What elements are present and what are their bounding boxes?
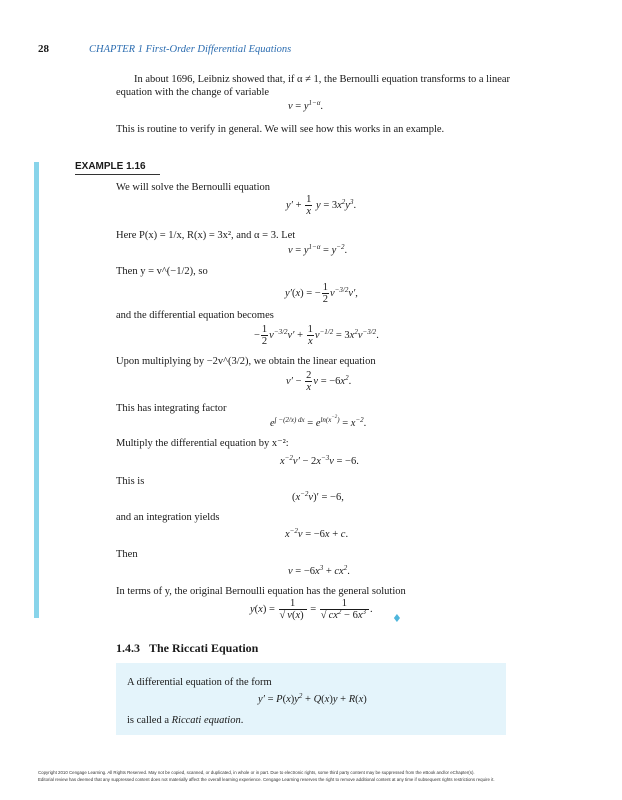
definition-line-1: A differential equation of the form	[127, 677, 272, 688]
definition-prefix: is called a	[127, 715, 172, 726]
definition-suffix: .	[240, 715, 244, 726]
equation-v-solution: $v = -6x^3 + cx^2$.	[288, 564, 350, 577]
intro-line-1: In about 1696, Leibniz showed that, if α ≠ 1, the Bernoulli equation transforms to a linear	[134, 74, 511, 85]
chapter-title: CHAPTER 1 First-Order Differential Equations	[89, 44, 292, 55]
equation-bernoulli: y′ + $\frac{1}{x}$ $y = 3x^2y^3$.	[286, 194, 357, 217]
definition-line-2	[127, 714, 243, 727]
text-in-terms-of-y: In terms of y, the original Bernoulli equation has the general solution	[116, 586, 406, 597]
text-this-is: This is	[116, 476, 145, 487]
equation-derivative-form: $(x^{-2}v)' = -6$,	[292, 490, 344, 503]
example-label: EXAMPLE 1.16	[75, 161, 146, 172]
intro-line-2: equation with the change of variable	[116, 87, 270, 98]
text-we-will-solve: We will solve the Bernoulli equation	[116, 182, 270, 193]
section-heading	[116, 641, 258, 656]
text-upon-multiplying: Upon multiplying by −2v^(3/2), we obtain the linear equation	[116, 356, 376, 367]
equation-y-prime: y′(x) = − $\frac{1}{2}$ $v^{-3/2}v'$,	[285, 282, 358, 305]
text-then-y: Then y = v^(−1/2), so	[116, 266, 208, 277]
intro-line-3: This is routine to verify in general. We will see how this works in an example.	[116, 124, 445, 135]
text-and-de-becomes: and the differential equation becomes	[116, 310, 274, 321]
equation-let-v: $v = y^{1-\alpha} = y^{-2}$.	[288, 243, 348, 256]
equation-riccati: $y' = P(x)y^2 + Q(x)y + R(x)$	[258, 692, 367, 705]
equation-linear: v′ − $\frac{2}{x}$ $v = -6x^2$.	[286, 370, 352, 393]
text-here: Here P(x) = 1/x, R(x) = 3x², and α = 3. Let	[116, 230, 296, 241]
example-side-bar	[34, 162, 39, 618]
equation-integrating-factor: $e^{\int -(2/x) dx} = e^{ln(x^{-2})} = x^{-2}$.	[270, 415, 367, 429]
example-label-rule	[75, 174, 160, 175]
equation-integrated: $x^{-2}v = -6x + c$.	[285, 527, 349, 540]
equation-change-of-variable: $v = y^{1-\alpha}$.	[288, 99, 324, 112]
section-number: 1.4.3	[116, 641, 140, 655]
footer-line-2: Editorial review has deemed that any suppressed content does not materially affect the overall learning experience. Cengage Learning reserves the right to remove additional content at any time if subsequent rights restrictions require it.	[38, 777, 495, 782]
definition-term: Riccati equation	[171, 715, 241, 726]
equation-multiplied: $x^{-2}v' - 2x^{-3}v = -6$.	[280, 454, 359, 467]
end-of-example-diamond-icon: ♦	[392, 612, 402, 625]
text-integration-yields: and an integration yields	[116, 512, 220, 523]
equation-transformed: − $\frac{1}{2}$ $v^{-3/2}v'$ + $\frac{1}{x}$ $v^{-1/2} = 3x^2v^{-3/2}$.	[254, 324, 379, 347]
footer-line-1: Copyright 2010 Cengage Learning. All Rights Reserved. May not be copied, scanned, or duplicated, in whole or in part. Due to electronic rights, some third party content may be suppressed from the eBook and/or eChapter(s).	[38, 770, 475, 775]
footer-copyright	[38, 769, 584, 783]
text-multiply: Multiply the differential equation by x⁻²:	[116, 438, 289, 449]
section-title: The Riccati Equation	[149, 641, 259, 655]
equation-general-solution: y(x) = $\frac{1}{√ v(x)}$ = $\frac{1}{√ cx^2 - 6x^3}$ .	[250, 598, 373, 621]
text-then: Then	[116, 549, 138, 560]
text-integrating-factor: This has integrating factor	[116, 403, 227, 414]
page-number: 28	[38, 43, 49, 55]
